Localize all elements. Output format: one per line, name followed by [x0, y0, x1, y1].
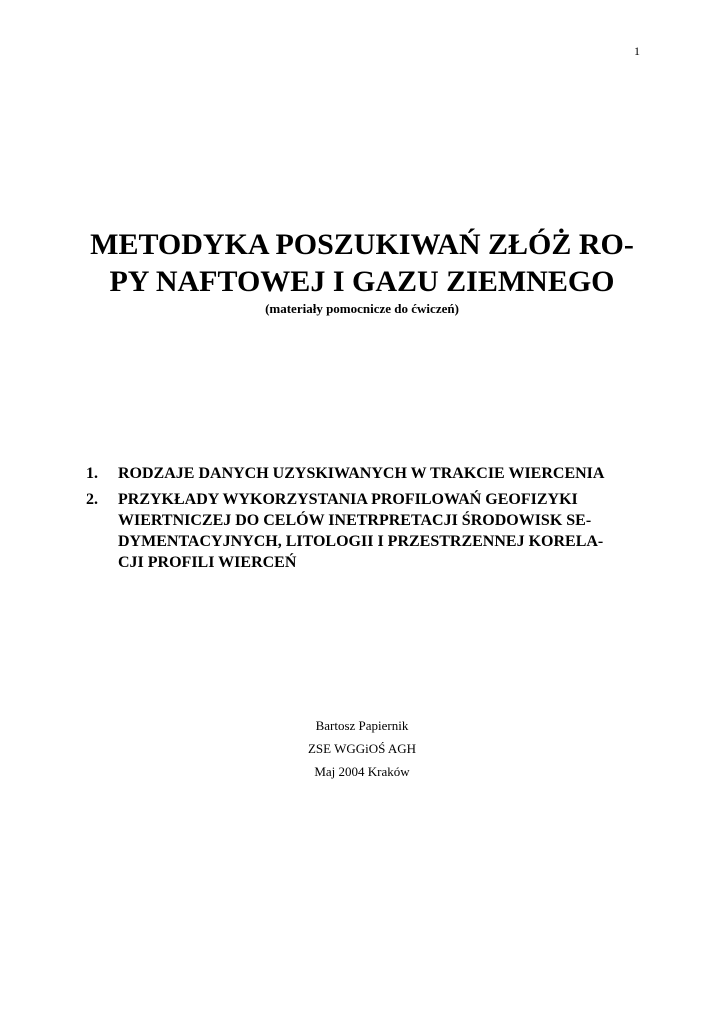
toc-item-number: 1.	[86, 465, 98, 482]
toc-item-line: CJI PROFILI WIERCEŃ	[118, 554, 297, 571]
toc-item	[86, 489, 626, 573]
page-number: 1	[634, 44, 640, 58]
author-affiliation: ZSE WGGiOŚ AGH	[307, 741, 417, 756]
toc-item-number: 2.	[86, 491, 98, 508]
toc-item	[86, 463, 626, 484]
document-title	[60, 226, 664, 300]
author-block	[60, 714, 664, 783]
document-subtitle: (materiały pomocnicze do ćwiczeń)	[265, 301, 459, 316]
toc-item-line: DYMENTACYJNYCH, LITOLOGII I PRZESTRZENNEJ KORELA-	[118, 533, 604, 550]
toc-item-line: RODZAJE DANYCH UZYSKIWANYCH W TRAKCIE WIERCENIA	[118, 465, 605, 482]
toc-item-line: WIERTNICZEJ DO CELÓW INETRPRETACJI ŚRODOWISK SE-	[118, 512, 592, 529]
author-name: Bartosz Papiernik	[315, 718, 409, 733]
publication-date-place: Maj 2004 Kraków	[314, 764, 410, 779]
table-of-contents	[86, 463, 626, 578]
toc-item-line: PRZYKŁADY WYKORZYSTANIA PROFILOWAŃ GEOFIZYKI	[118, 491, 578, 508]
title-line: METODYKA POSZUKIWAŃ ZŁÓŻ RO-	[90, 228, 634, 261]
title-line: PY NAFTOWEJ I GAZU ZIEMNEGO	[109, 265, 615, 298]
